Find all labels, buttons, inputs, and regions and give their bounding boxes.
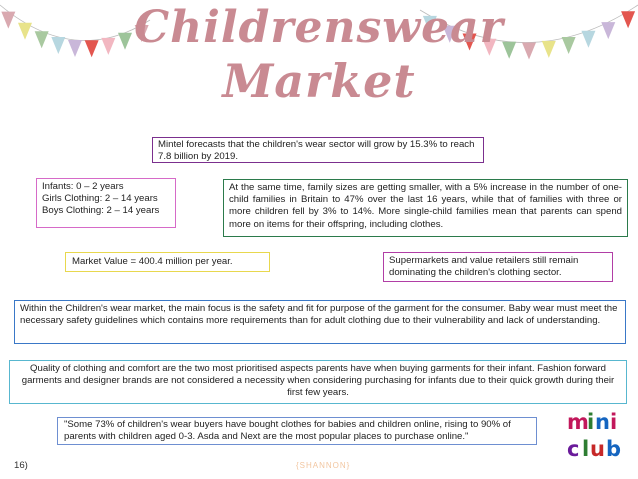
- age-range-boys: Boys Clothing: 2 – 14 years: [42, 205, 160, 217]
- logo-letter: c: [567, 437, 580, 461]
- family-size-text: At the same time, family sizes are getting smaller, with a 5% increase in the number of one-child families in Britain to 47% over the last 16 years, while that of families with three or more children fell by 3% to 14%. More single-child families mean that parents can spend more on items for their offspring, including clothes.: [229, 182, 622, 230]
- age-ranges-box: [36, 178, 176, 228]
- quality-comfort-text: Quality of clothing and comfort are the two most prioritised aspects parents have when buying garments for their infant. Fashion forward garments and designer brands are not considered a necessity when considering purchasing for infants due to their quick growth during their first few years.: [21, 363, 615, 399]
- mini-club-logo: [565, 410, 627, 470]
- safety-focus-text: Within the Children's wear market, the main focus is the safety and fit for purpose of the garment for the consumer. Baby wear must meet the necessary safety guidelines which contains more requirements than for adult clothing due to their vulnerability and lack of understanding.: [20, 303, 618, 327]
- mintel-forecast-box: [152, 137, 484, 163]
- page-title-line2: Market: [222, 54, 416, 108]
- logo-letter: i: [610, 410, 618, 434]
- market-value-box: [65, 252, 270, 272]
- logo-letter: m: [567, 410, 589, 434]
- age-range-girls: Girls Clothing: 2 – 14 years: [42, 193, 158, 205]
- quality-comfort-box: [9, 360, 627, 404]
- mintel-forecast-text: Mintel forecasts that the children's wear sector will grow by 15.3% to reach 7.8 billion by 2019.: [158, 139, 475, 163]
- supermarkets-text: Supermarkets and value retailers still remain dominating the children's clothing sector.: [389, 255, 579, 279]
- supermarkets-box: [383, 252, 613, 282]
- logo-letter: l: [582, 437, 590, 461]
- logo-letter: b: [606, 437, 622, 461]
- footer-watermark: {SHANNON}: [296, 461, 351, 470]
- family-size-box: [223, 179, 628, 237]
- page-number: 16): [14, 460, 28, 471]
- online-quote-text: "Some 73% of children's wear buyers have bought clothes for babies and children online, rising to 90% of parents with children aged 0-3. Asda and Next are the most popular places to purchase online.": [64, 419, 511, 443]
- page-title-line1: Childrenswear: [134, 2, 504, 53]
- market-value-text: Market Value = 400.4 million per year.: [72, 256, 233, 267]
- online-quote-box: [57, 417, 537, 445]
- age-range-infants: Infants: 0 – 2 years: [42, 181, 124, 192]
- logo-letter: n: [595, 410, 610, 434]
- logo-letter: u: [590, 437, 605, 461]
- safety-focus-box: [14, 300, 626, 344]
- logo-letter: i: [587, 410, 595, 434]
